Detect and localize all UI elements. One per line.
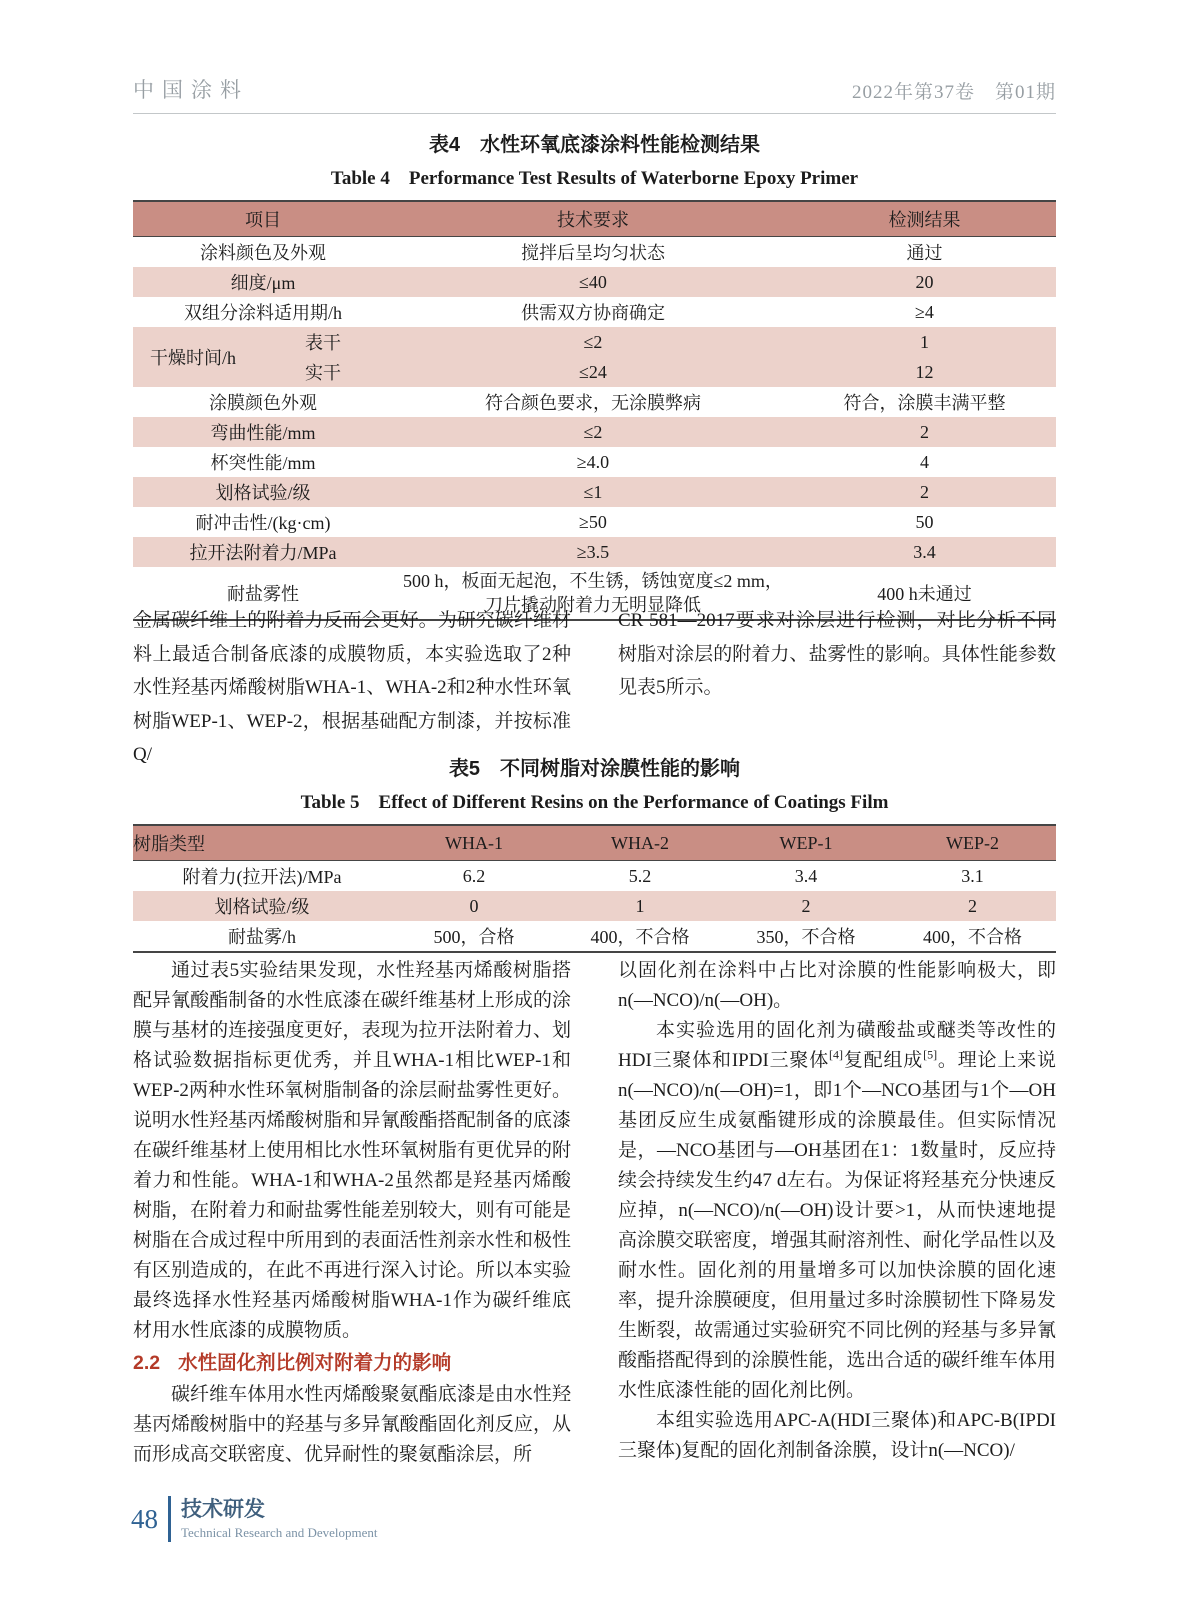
paragraph: 本组实验选用APC-A(HDI三聚体)和APC-B(IPDI三聚体)复配的固化剂制备涂膜，设计n(—NCO)/ <box>618 1410 1056 1461</box>
table-cell: 弯曲性能/mm <box>133 417 393 447</box>
table-cell: 供需双方协商确定 <box>521 303 665 323</box>
table-cell: ≤40 <box>393 267 793 297</box>
table5-col-header: 树脂类型 <box>133 825 391 861</box>
mid-text-section <box>133 604 1056 772</box>
table-row <box>133 357 1056 387</box>
table5-section <box>133 752 1056 953</box>
table-cell: 划格试验/级 <box>133 477 393 507</box>
table-cell: 耐冲击性/(kg·cm) <box>195 513 331 533</box>
table-cell: 实干 <box>253 357 393 387</box>
footer-divider-bar <box>168 1496 171 1542</box>
footer-section-cn: 技术研发 <box>181 1497 265 1521</box>
table4-col-header: 项目 <box>133 201 393 237</box>
table4 <box>133 200 1056 621</box>
section-number: 2.2 <box>133 1352 161 1374</box>
paragraph: CR 581—2017要求对涂层进行检测，对比分析不同树脂对涂层的附着力、盐雾性的影响。具体性能参数见表5所示。 <box>618 610 1056 698</box>
page-number: 48 <box>131 1503 158 1534</box>
table-row <box>133 921 1056 952</box>
table-cell: 2 <box>723 891 889 921</box>
table-cell: 搅拌后呈均匀状态 <box>521 243 665 263</box>
table-row <box>133 417 1056 447</box>
table-cell: 400 h未通过 <box>877 584 972 604</box>
section-heading <box>133 1348 571 1378</box>
req-line: 刀片撬动附着力无明显降低 <box>485 595 701 615</box>
table5-title-en: Table 5 Effect of Different Resins on the Performance of Coatings Film <box>300 792 889 813</box>
table-row <box>133 327 1056 357</box>
table-cell: ≥4.0 <box>576 451 610 472</box>
table-row <box>133 387 1056 417</box>
table5-col-header: WEP-2 <box>889 825 1056 861</box>
text-column-left <box>133 604 571 772</box>
paragraph: 金属碳纤维上的附着力反而会更好。为研究碳纤维材料上最适合制备底漆的成膜物质，本实验选取了2种水性羟基丙烯酸树脂WHA-1、WHA-2和2种水性环氧树脂WEP-1、WEP-2，根据基础配方制漆，并按标准Q/ <box>133 610 571 765</box>
table-cell: 3.4 <box>794 865 818 886</box>
table-cell: 6.2 <box>462 865 486 886</box>
table-row <box>133 507 1056 537</box>
paragraph-run: 。理论上来说n(—NCO)/n(—OH)=1，即1个—NCO基团与1个—OH基团反应生成氨酯键形成的涂膜最佳。但实际情况是，—NCO基团与—OH基团在1：1数量时，反应持续会持续发生约47 d左右。为保证将羟基充分快速反应掉，n(—NCO)/n(—OH)设计要>1，从而快速地提高涂膜交联密度，增强其耐溶剂性、耐化学品性以及耐水性。固化剂的用量增多可以加快涂膜的固化速率，提升涂膜硬度，但用量过多时涂膜韧性下降易发生断裂，故需通过实验研究不同比例的羟基与多异氰酸酯搭配得到的涂膜性能，选出合适的碳纤维车体用水性底漆性能的固化剂比例。 <box>618 1050 1056 1401</box>
table-cell: 耐盐雾/h <box>227 927 296 947</box>
table-cell: 细度/μm <box>133 267 393 297</box>
table-cell: 2 <box>889 891 1056 921</box>
table4-title-en: Table 4 Performance Test Results of Waterborne Epoxy Primer <box>330 168 859 189</box>
table-cell: 1 <box>557 891 723 921</box>
paragraph-run: 本实验选用的固化剂为磺酸盐或醚类等改性的HDI三聚体和IPDI三聚体 <box>618 1020 1056 1071</box>
req-line: 500 h，板面无起泡，不生锈，锈蚀宽度≤2 mm， <box>403 571 783 591</box>
table-row <box>133 477 1056 507</box>
paragraph <box>618 1016 1056 1406</box>
table5-col-header: WEP-1 <box>723 825 889 861</box>
table-row <box>133 891 1056 921</box>
table-cell: 符合，涂膜丰满平整 <box>843 393 1006 413</box>
table-row <box>133 267 1056 297</box>
table-cell: 双组分涂料适用期/h <box>183 303 342 323</box>
table-cell: 划格试验/级 <box>133 891 391 921</box>
table-cell: 5.2 <box>628 865 652 886</box>
table-cell: 拉开法附着力/MPa <box>133 537 393 567</box>
paragraph: 以固化剂在涂料中占比对涂膜的性能影响极大，即n(—NCO)/n(—OH)。 <box>618 960 1056 1011</box>
table-cell: ≥4 <box>915 301 934 322</box>
table-cell: 2 <box>793 477 1056 507</box>
table-row <box>133 237 1056 268</box>
table-row <box>133 297 1056 327</box>
footer-section-block <box>181 1498 378 1541</box>
table-cell: 通过 <box>906 243 943 263</box>
text-column-right <box>618 956 1056 1470</box>
table-cell: ≤2 <box>393 327 793 357</box>
table4-col-header: 检测结果 <box>793 201 1056 237</box>
paragraph-run: 复配组成 <box>843 1050 924 1071</box>
table-cell: 涂料颜色及外观 <box>200 243 326 263</box>
table5-col-header: WHA-2 <box>557 825 723 861</box>
table5-title-cn: 表5 不同树脂对涂膜性能的影响 <box>448 758 741 780</box>
paragraph: 碳纤维车体用水性丙烯酸聚氨酯底漆是由水性羟基丙烯酸树脂中的羟基与多异氰酸酯固化剂反应，从而形成高交联密度、优异耐性的聚氨酯涂层，所 <box>133 1384 571 1465</box>
table-cell: 杯突性能/mm <box>210 453 316 473</box>
table-cell: 400，不合格 <box>590 927 690 947</box>
text-column-left <box>133 956 571 1470</box>
paragraph: 通过表5实验结果发现，水性羟基丙烯酸树脂搭配异氰酸酯制备的水性底漆在碳纤维基材上形成的涂膜与基材的连接强度更好，表现为拉开法附着力、划格试验数据指标更优秀，并且WHA-1相比WEP-1和WEP-2两种水性环氧树脂制备的涂层耐盐雾性更好。说明水性羟基丙烯酸树脂和异氰酸酯搭配制备的底漆在碳纤维基材上使用相比水性环氧树脂有更优异的附着力和性能。WHA-1和WHA-2虽然都是羟基丙烯酸树脂，在附着力和耐盐雾性能差别较大，则有可能是树脂在合成过程中所用到的表面活性剂亲水性和极性有区别造成的，在此不再进行深入讨论。所以本实验最终选择水性羟基丙烯酸树脂WHA-1作为碳纤维底材用水性底漆的成膜物质。 <box>133 960 571 1341</box>
table-cell: 400，不合格 <box>923 927 1022 947</box>
page-footer <box>131 1496 378 1542</box>
table-row <box>133 447 1056 477</box>
table-cell: ≥50 <box>579 511 607 532</box>
table-cell: 附着力(拉开法)/MPa <box>182 867 342 887</box>
table-cell: ≤1 <box>393 477 793 507</box>
table-cell: 4 <box>920 451 929 472</box>
table-cell: ≤24 <box>393 357 793 387</box>
table-cell: 1 <box>793 327 1056 357</box>
table-cell: 表干 <box>253 327 393 357</box>
table-cell: ≤2 <box>393 417 793 447</box>
table4-title-cn: 表4 水性环氧底漆涂料性能检测结果 <box>428 134 761 156</box>
table4-header-row <box>133 201 1056 237</box>
table-cell: 2 <box>793 417 1056 447</box>
reference-marker: [5] <box>923 1047 938 1062</box>
table-row <box>133 861 1056 892</box>
table-cell: 50 <box>915 511 934 532</box>
table5-col-header: WHA-1 <box>391 825 557 861</box>
table4-section <box>133 128 1056 621</box>
page-header <box>133 74 1056 114</box>
table-cell: 500，合格 <box>433 927 515 947</box>
table-cell: 涂膜颜色外观 <box>209 393 317 413</box>
table5 <box>133 824 1056 953</box>
issue-info: 2022年第37卷 第01期 <box>851 82 1056 103</box>
table-cell: 3.1 <box>961 865 984 886</box>
table-cell: 12 <box>793 357 1056 387</box>
section-title: 水性固化剂比例对附着力的影响 <box>178 1352 452 1374</box>
text-column-right <box>618 604 1056 772</box>
table4-col-header: 技术要求 <box>393 201 793 237</box>
table-cell: 0 <box>391 891 557 921</box>
footer-section-en: Technical Research and Development <box>181 1524 378 1540</box>
table-cell: 干燥时间/h <box>133 327 253 387</box>
table-cell: 符合颜色要求，无涂膜弊病 <box>485 393 701 413</box>
table5-header-row <box>133 825 1056 861</box>
main-text-section <box>133 956 1056 1470</box>
table-row <box>133 537 1056 567</box>
journal-name: 中国涂料 <box>133 78 249 102</box>
table-cell: 350，不合格 <box>756 927 856 947</box>
table-cell: ≥3.5 <box>393 537 793 567</box>
table-cell: 耐盐雾性 <box>227 584 299 604</box>
table-cell: 20 <box>793 267 1056 297</box>
reference-marker: [4] <box>829 1047 844 1062</box>
table-cell: 3.4 <box>793 537 1056 567</box>
